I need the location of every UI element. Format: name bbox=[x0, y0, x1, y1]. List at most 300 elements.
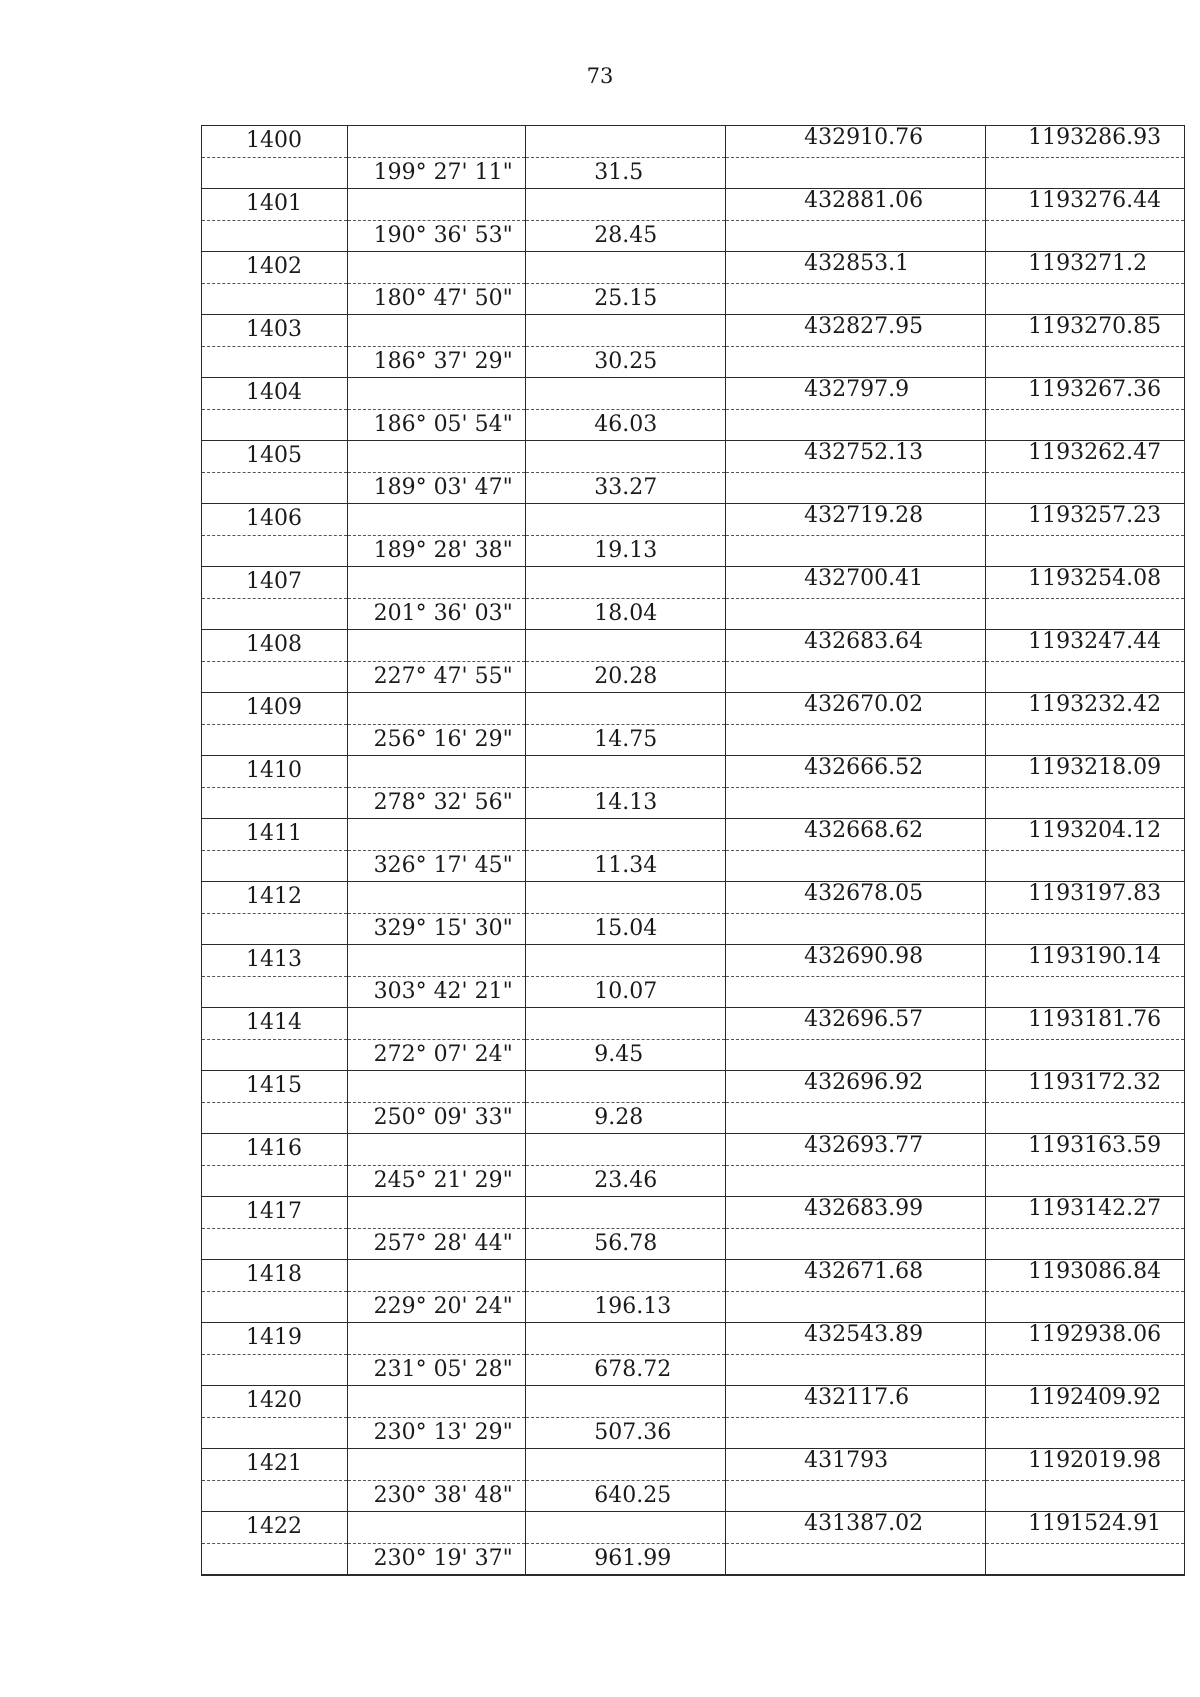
empty-bearing-cell bbox=[347, 315, 526, 347]
y-coordinate-text: 1192409.92 bbox=[1028, 1385, 1162, 1411]
empty-bearing-cell bbox=[347, 252, 526, 284]
point-id-text: 1406 bbox=[246, 506, 302, 532]
distance: 18.04 bbox=[526, 598, 726, 630]
empty-x-cell bbox=[726, 850, 986, 882]
line-row bbox=[202, 724, 1185, 756]
y-coordinate bbox=[986, 1449, 1185, 1481]
empty-x-cell bbox=[726, 976, 986, 1008]
empty-point-cell bbox=[202, 1417, 348, 1449]
empty-bearing-cell bbox=[347, 882, 526, 914]
point-id-text: 1422 bbox=[246, 1514, 302, 1540]
y-coordinate-text: 1192938.06 bbox=[1028, 1322, 1162, 1348]
y-coordinate-text: 1191524.91 bbox=[1028, 1511, 1162, 1537]
y-coordinate-text: 1193257.23 bbox=[1028, 503, 1162, 529]
y-coordinate bbox=[986, 1386, 1185, 1418]
survey-table-body bbox=[202, 126, 1185, 1575]
empty-bearing-cell bbox=[347, 126, 526, 158]
point-row bbox=[202, 1071, 1185, 1103]
y-coordinate bbox=[986, 441, 1185, 473]
bearing: 186° 37' 29" bbox=[347, 346, 526, 378]
point-row bbox=[202, 1323, 1185, 1355]
empty-distance-cell bbox=[526, 252, 726, 284]
x-coordinate bbox=[726, 1008, 986, 1040]
bearing: 303° 42' 21" bbox=[347, 976, 526, 1008]
y-coordinate bbox=[986, 882, 1185, 914]
distance: 196.13 bbox=[526, 1291, 726, 1323]
bearing: 230° 13' 29" bbox=[347, 1417, 526, 1449]
empty-y-cell bbox=[986, 787, 1185, 819]
x-coordinate bbox=[726, 378, 986, 410]
x-coordinate bbox=[726, 1512, 986, 1544]
empty-bearing-cell bbox=[347, 378, 526, 410]
point-id bbox=[202, 378, 348, 410]
empty-x-cell bbox=[726, 1228, 986, 1260]
empty-point-cell bbox=[202, 598, 348, 630]
y-coordinate bbox=[986, 1323, 1185, 1355]
point-id bbox=[202, 1386, 348, 1418]
distance: 30.25 bbox=[526, 346, 726, 378]
x-coordinate-text: 432696.92 bbox=[804, 1070, 924, 1096]
empty-x-cell bbox=[726, 283, 986, 315]
x-coordinate bbox=[726, 756, 986, 788]
point-id-text: 1420 bbox=[246, 1388, 302, 1414]
empty-bearing-cell bbox=[347, 756, 526, 788]
y-coordinate bbox=[986, 756, 1185, 788]
empty-point-cell bbox=[202, 724, 348, 756]
point-id bbox=[202, 819, 348, 851]
y-coordinate bbox=[986, 1008, 1185, 1040]
empty-y-cell bbox=[986, 1102, 1185, 1134]
y-coordinate-text: 1193232.42 bbox=[1028, 692, 1162, 718]
empty-distance-cell bbox=[526, 1197, 726, 1229]
empty-y-cell bbox=[986, 1165, 1185, 1197]
empty-distance-cell bbox=[526, 693, 726, 725]
empty-bearing-cell bbox=[347, 945, 526, 977]
empty-point-cell bbox=[202, 472, 348, 504]
empty-distance-cell bbox=[526, 567, 726, 599]
empty-bearing-cell bbox=[347, 441, 526, 473]
line-row bbox=[202, 157, 1185, 189]
y-coordinate-text: 1193254.08 bbox=[1028, 566, 1162, 592]
empty-bearing-cell bbox=[347, 1071, 526, 1103]
empty-y-cell bbox=[986, 535, 1185, 567]
x-coordinate bbox=[726, 1134, 986, 1166]
x-coordinate-text: 432700.41 bbox=[804, 566, 924, 592]
distance: 961.99 bbox=[526, 1543, 726, 1575]
point-row bbox=[202, 441, 1185, 473]
y-coordinate bbox=[986, 819, 1185, 851]
empty-distance-cell bbox=[526, 1449, 726, 1481]
x-coordinate-text: 431387.02 bbox=[804, 1511, 924, 1537]
empty-distance-cell bbox=[526, 1512, 726, 1544]
line-row bbox=[202, 1165, 1185, 1197]
point-id-text: 1421 bbox=[246, 1451, 302, 1477]
x-coordinate bbox=[726, 882, 986, 914]
bearing: 229° 20' 24" bbox=[347, 1291, 526, 1323]
point-id bbox=[202, 315, 348, 347]
line-row bbox=[202, 1291, 1185, 1323]
empty-y-cell bbox=[986, 220, 1185, 252]
distance: 11.34 bbox=[526, 850, 726, 882]
x-coordinate-text: 432910.76 bbox=[804, 125, 924, 151]
x-coordinate-text: 432666.52 bbox=[804, 755, 924, 781]
empty-distance-cell bbox=[526, 1386, 726, 1418]
x-coordinate-text: 432678.05 bbox=[804, 881, 924, 907]
empty-distance-cell bbox=[526, 756, 726, 788]
empty-x-cell bbox=[726, 661, 986, 693]
bearing: 189° 03' 47" bbox=[347, 472, 526, 504]
page-number: 73 bbox=[586, 64, 614, 88]
empty-point-cell bbox=[202, 850, 348, 882]
empty-x-cell bbox=[726, 1039, 986, 1071]
empty-point-cell bbox=[202, 1102, 348, 1134]
y-coordinate-text: 1193172.32 bbox=[1028, 1070, 1162, 1096]
point-id-text: 1418 bbox=[246, 1262, 302, 1288]
y-coordinate bbox=[986, 1512, 1185, 1544]
y-coordinate bbox=[986, 252, 1185, 284]
x-coordinate-text: 432797.9 bbox=[804, 377, 910, 403]
point-id-text: 1412 bbox=[246, 884, 302, 910]
x-coordinate bbox=[726, 126, 986, 158]
point-id-text: 1414 bbox=[246, 1010, 302, 1036]
point-id-text: 1407 bbox=[246, 569, 302, 595]
line-row bbox=[202, 598, 1185, 630]
y-coordinate bbox=[986, 315, 1185, 347]
distance: 678.72 bbox=[526, 1354, 726, 1386]
empty-bearing-cell bbox=[347, 1008, 526, 1040]
empty-x-cell bbox=[726, 913, 986, 945]
distance: 56.78 bbox=[526, 1228, 726, 1260]
empty-x-cell bbox=[726, 157, 986, 189]
line-row bbox=[202, 1480, 1185, 1512]
point-row bbox=[202, 1386, 1185, 1418]
line-row bbox=[202, 850, 1185, 882]
y-coordinate-text: 1193247.44 bbox=[1028, 629, 1162, 655]
empty-point-cell bbox=[202, 535, 348, 567]
point-row bbox=[202, 378, 1185, 410]
distance: 9.28 bbox=[526, 1102, 726, 1134]
empty-distance-cell bbox=[526, 1134, 726, 1166]
empty-x-cell bbox=[726, 724, 986, 756]
empty-x-cell bbox=[726, 1102, 986, 1134]
x-coordinate bbox=[726, 1323, 986, 1355]
point-row bbox=[202, 693, 1185, 725]
empty-distance-cell bbox=[526, 189, 726, 221]
bearing: 329° 15' 30" bbox=[347, 913, 526, 945]
point-id-text: 1413 bbox=[246, 947, 302, 973]
x-coordinate bbox=[726, 693, 986, 725]
empty-y-cell bbox=[986, 1039, 1185, 1071]
empty-distance-cell bbox=[526, 1008, 726, 1040]
point-id-text: 1410 bbox=[246, 758, 302, 784]
y-coordinate-text: 1193262.47 bbox=[1028, 440, 1162, 466]
point-row bbox=[202, 315, 1185, 347]
empty-point-cell bbox=[202, 787, 348, 819]
bearing: 201° 36' 03" bbox=[347, 598, 526, 630]
line-row bbox=[202, 409, 1185, 441]
x-coordinate-text: 432683.64 bbox=[804, 629, 924, 655]
bearing: 189° 28' 38" bbox=[347, 535, 526, 567]
empty-y-cell bbox=[986, 913, 1185, 945]
y-coordinate bbox=[986, 504, 1185, 536]
bearing: 190° 36' 53" bbox=[347, 220, 526, 252]
x-coordinate-text: 432683.99 bbox=[804, 1196, 924, 1222]
empty-point-cell bbox=[202, 1039, 348, 1071]
point-id-text: 1408 bbox=[246, 632, 302, 658]
point-row bbox=[202, 1134, 1185, 1166]
x-coordinate-text: 432752.13 bbox=[804, 440, 924, 466]
distance: 20.28 bbox=[526, 661, 726, 693]
line-row bbox=[202, 535, 1185, 567]
point-row bbox=[202, 1008, 1185, 1040]
point-id-text: 1409 bbox=[246, 695, 302, 721]
point-id-text: 1417 bbox=[246, 1199, 302, 1225]
empty-point-cell bbox=[202, 409, 348, 441]
y-coordinate-text: 1193086.84 bbox=[1028, 1259, 1162, 1285]
x-coordinate bbox=[726, 567, 986, 599]
point-id bbox=[202, 630, 348, 662]
point-row bbox=[202, 504, 1185, 536]
point-id bbox=[202, 441, 348, 473]
point-row bbox=[202, 1449, 1185, 1481]
point-id bbox=[202, 1134, 348, 1166]
empty-y-cell bbox=[986, 724, 1185, 756]
point-id bbox=[202, 504, 348, 536]
point-id bbox=[202, 882, 348, 914]
y-coordinate-text: 1193181.76 bbox=[1028, 1007, 1162, 1033]
line-row bbox=[202, 1228, 1185, 1260]
point-id bbox=[202, 1197, 348, 1229]
y-coordinate bbox=[986, 1260, 1185, 1292]
point-id bbox=[202, 126, 348, 158]
y-coordinate-text: 1193163.59 bbox=[1028, 1133, 1162, 1159]
empty-bearing-cell bbox=[347, 1512, 526, 1544]
y-coordinate bbox=[986, 378, 1185, 410]
x-coordinate bbox=[726, 1449, 986, 1481]
empty-y-cell bbox=[986, 598, 1185, 630]
y-coordinate-text: 1193218.09 bbox=[1028, 755, 1162, 781]
distance: 23.46 bbox=[526, 1165, 726, 1197]
empty-bearing-cell bbox=[347, 504, 526, 536]
x-coordinate-text: 432690.98 bbox=[804, 944, 924, 970]
line-row bbox=[202, 1417, 1185, 1449]
empty-point-cell bbox=[202, 1291, 348, 1323]
bearing: 180° 47' 50" bbox=[347, 283, 526, 315]
point-row bbox=[202, 1260, 1185, 1292]
y-coordinate-text: 1193270.85 bbox=[1028, 314, 1162, 340]
point-row bbox=[202, 819, 1185, 851]
empty-point-cell bbox=[202, 1354, 348, 1386]
x-coordinate bbox=[726, 1260, 986, 1292]
y-coordinate-text: 1193190.14 bbox=[1028, 944, 1162, 970]
y-coordinate bbox=[986, 1071, 1185, 1103]
bearing: 186° 05' 54" bbox=[347, 409, 526, 441]
line-row bbox=[202, 346, 1185, 378]
y-coordinate-text: 1193267.36 bbox=[1028, 377, 1162, 403]
empty-y-cell bbox=[986, 283, 1185, 315]
x-coordinate-text: 432853.1 bbox=[804, 251, 910, 277]
distance: 14.75 bbox=[526, 724, 726, 756]
empty-x-cell bbox=[726, 1417, 986, 1449]
point-id-text: 1402 bbox=[246, 254, 302, 280]
point-id bbox=[202, 567, 348, 599]
distance: 25.15 bbox=[526, 283, 726, 315]
empty-distance-cell bbox=[526, 441, 726, 473]
empty-x-cell bbox=[726, 220, 986, 252]
empty-x-cell bbox=[726, 1480, 986, 1512]
empty-distance-cell bbox=[526, 378, 726, 410]
y-coordinate-text: 1192019.98 bbox=[1028, 1448, 1162, 1474]
bearing: 272° 07' 24" bbox=[347, 1039, 526, 1071]
distance: 14.13 bbox=[526, 787, 726, 819]
empty-bearing-cell bbox=[347, 1134, 526, 1166]
empty-point-cell bbox=[202, 1543, 348, 1575]
empty-y-cell bbox=[986, 157, 1185, 189]
empty-point-cell bbox=[202, 1165, 348, 1197]
empty-bearing-cell bbox=[347, 630, 526, 662]
empty-x-cell bbox=[726, 598, 986, 630]
empty-distance-cell bbox=[526, 504, 726, 536]
empty-bearing-cell bbox=[347, 1260, 526, 1292]
empty-bearing-cell bbox=[347, 1386, 526, 1418]
bearing: 245° 21' 29" bbox=[347, 1165, 526, 1197]
empty-distance-cell bbox=[526, 1071, 726, 1103]
empty-x-cell bbox=[726, 1291, 986, 1323]
empty-point-cell bbox=[202, 1228, 348, 1260]
distance: 10.07 bbox=[526, 976, 726, 1008]
empty-point-cell bbox=[202, 913, 348, 945]
point-row bbox=[202, 945, 1185, 977]
empty-x-cell bbox=[726, 409, 986, 441]
empty-distance-cell bbox=[526, 126, 726, 158]
empty-point-cell bbox=[202, 157, 348, 189]
point-row bbox=[202, 252, 1185, 284]
empty-bearing-cell bbox=[347, 1449, 526, 1481]
x-coordinate-text: 432827.95 bbox=[804, 314, 924, 340]
y-coordinate bbox=[986, 945, 1185, 977]
empty-x-cell bbox=[726, 1543, 986, 1575]
x-coordinate bbox=[726, 189, 986, 221]
x-coordinate-text: 432670.02 bbox=[804, 692, 924, 718]
point-row bbox=[202, 1197, 1185, 1229]
line-row bbox=[202, 661, 1185, 693]
line-row bbox=[202, 787, 1185, 819]
empty-point-cell bbox=[202, 346, 348, 378]
point-id bbox=[202, 252, 348, 284]
empty-y-cell bbox=[986, 1354, 1185, 1386]
y-coordinate bbox=[986, 693, 1185, 725]
line-row bbox=[202, 472, 1185, 504]
empty-point-cell bbox=[202, 976, 348, 1008]
point-id bbox=[202, 945, 348, 977]
distance: 9.45 bbox=[526, 1039, 726, 1071]
empty-distance-cell bbox=[526, 819, 726, 851]
point-id bbox=[202, 189, 348, 221]
point-id-text: 1405 bbox=[246, 443, 302, 469]
line-row bbox=[202, 976, 1185, 1008]
y-coordinate-text: 1193271.2 bbox=[1028, 251, 1148, 277]
distance: 31.5 bbox=[526, 157, 726, 189]
point-row bbox=[202, 567, 1185, 599]
empty-bearing-cell bbox=[347, 1197, 526, 1229]
empty-x-cell bbox=[726, 787, 986, 819]
empty-point-cell bbox=[202, 220, 348, 252]
point-row bbox=[202, 126, 1185, 158]
distance: 15.04 bbox=[526, 913, 726, 945]
point-id-text: 1400 bbox=[246, 128, 302, 154]
x-coordinate bbox=[726, 819, 986, 851]
y-coordinate-text: 1193197.83 bbox=[1028, 881, 1162, 907]
empty-y-cell bbox=[986, 976, 1185, 1008]
empty-distance-cell bbox=[526, 945, 726, 977]
bearing: 256° 16' 29" bbox=[347, 724, 526, 756]
bearing: 230° 19' 37" bbox=[347, 1543, 526, 1575]
empty-y-cell bbox=[986, 1480, 1185, 1512]
point-row bbox=[202, 882, 1185, 914]
bearing: 230° 38' 48" bbox=[347, 1480, 526, 1512]
distance: 640.25 bbox=[526, 1480, 726, 1512]
x-coordinate bbox=[726, 252, 986, 284]
x-coordinate bbox=[726, 945, 986, 977]
x-coordinate bbox=[726, 1197, 986, 1229]
y-coordinate bbox=[986, 630, 1185, 662]
x-coordinate bbox=[726, 441, 986, 473]
survey-coordinates-table bbox=[201, 125, 1185, 1576]
x-coordinate bbox=[726, 315, 986, 347]
empty-bearing-cell bbox=[347, 567, 526, 599]
empty-bearing-cell bbox=[347, 1323, 526, 1355]
point-id bbox=[202, 1512, 348, 1544]
bearing: 278° 32' 56" bbox=[347, 787, 526, 819]
point-id-text: 1411 bbox=[246, 821, 302, 847]
empty-x-cell bbox=[726, 1354, 986, 1386]
x-coordinate-text: 432696.57 bbox=[804, 1007, 924, 1033]
bearing: 250° 09' 33" bbox=[347, 1102, 526, 1134]
empty-x-cell bbox=[726, 472, 986, 504]
empty-distance-cell bbox=[526, 882, 726, 914]
line-row bbox=[202, 913, 1185, 945]
point-id-text: 1401 bbox=[246, 191, 302, 217]
point-id-text: 1415 bbox=[246, 1073, 302, 1099]
point-id bbox=[202, 1071, 348, 1103]
empty-point-cell bbox=[202, 283, 348, 315]
empty-y-cell bbox=[986, 850, 1185, 882]
empty-point-cell bbox=[202, 1480, 348, 1512]
point-id bbox=[202, 693, 348, 725]
point-id bbox=[202, 1008, 348, 1040]
empty-bearing-cell bbox=[347, 819, 526, 851]
empty-point-cell bbox=[202, 661, 348, 693]
empty-y-cell bbox=[986, 1291, 1185, 1323]
empty-bearing-cell bbox=[347, 693, 526, 725]
line-row bbox=[202, 1543, 1185, 1575]
y-coordinate bbox=[986, 1197, 1185, 1229]
distance: 33.27 bbox=[526, 472, 726, 504]
y-coordinate bbox=[986, 567, 1185, 599]
point-id bbox=[202, 1323, 348, 1355]
y-coordinate-text: 1193276.44 bbox=[1028, 188, 1162, 214]
point-id bbox=[202, 1260, 348, 1292]
x-coordinate-text: 432881.06 bbox=[804, 188, 924, 214]
empty-y-cell bbox=[986, 346, 1185, 378]
bearing: 326° 17' 45" bbox=[347, 850, 526, 882]
empty-distance-cell bbox=[526, 630, 726, 662]
y-coordinate bbox=[986, 1134, 1185, 1166]
line-row bbox=[202, 1354, 1185, 1386]
empty-y-cell bbox=[986, 1417, 1185, 1449]
bearing: 199° 27' 11" bbox=[347, 157, 526, 189]
x-coordinate-text: 432543.89 bbox=[804, 1322, 924, 1348]
